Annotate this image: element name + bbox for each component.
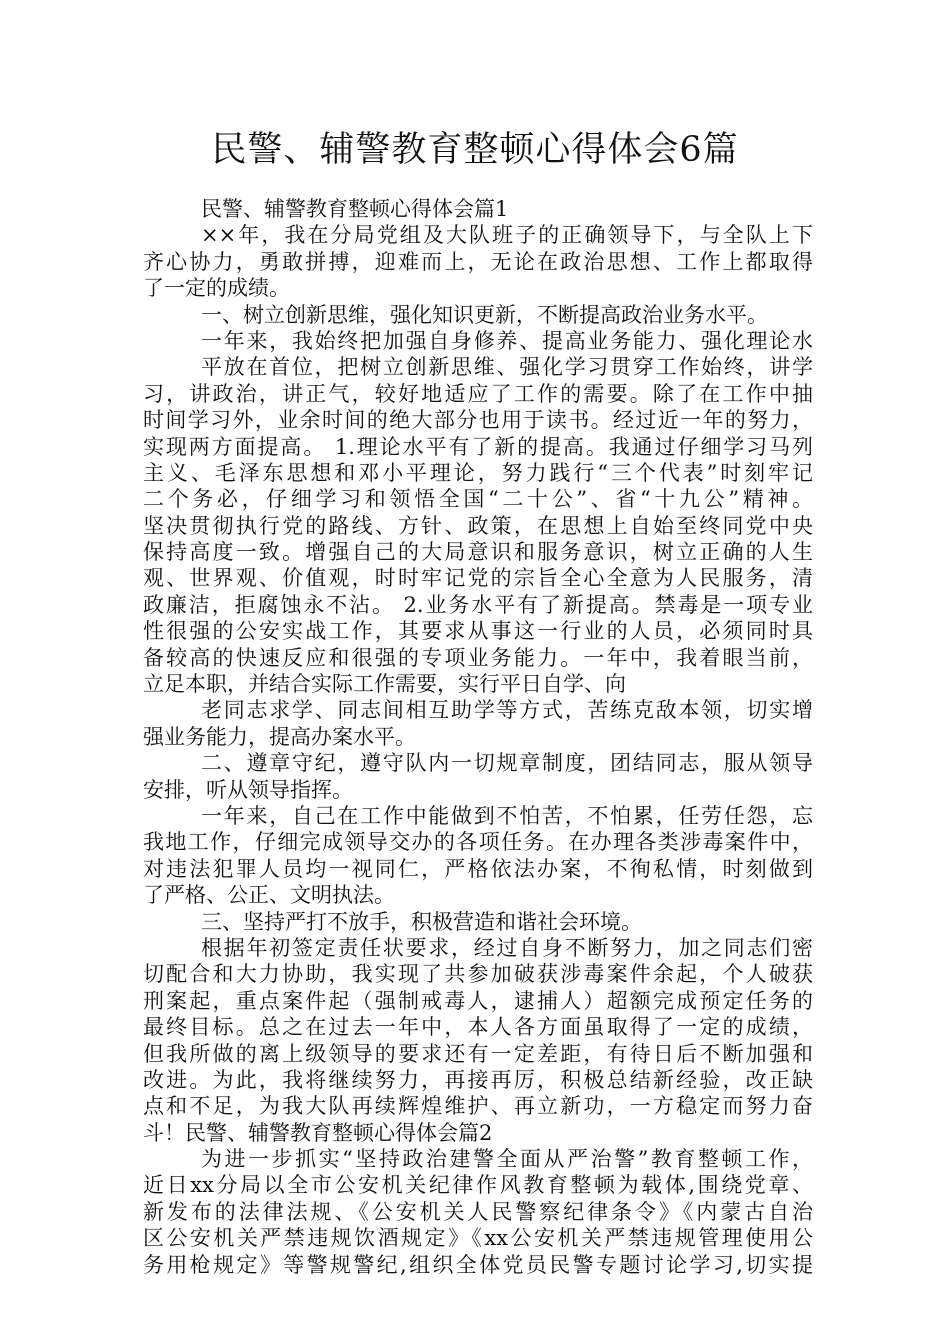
body-line: 二、遵章守纪，遵守队内一切规章制度，团结同志，服从领导 [201,751,813,776]
document-body [143,196,813,1278]
body-line: 观、世界观、价值观，时时牢记党的宗旨全心全意为人民服务，清 [143,566,813,591]
body-line: 为进一步抓实“坚持政治建警全面从严治警”教育整顿工作， [201,1147,813,1172]
body-line: 平放在首位，把树立创新思维、强化学习贯穿工作始终，讲学 [201,355,813,380]
body-line: 备较高的快速反应和很强的专项业务能力。一年中，我着眼当前， [143,645,813,670]
body-line: 政廉洁，拒腐蚀永不沾。 2.业务水平有了新提高。禁毒是一项专业 [143,592,813,617]
body-line: 根据年初签定责任状要求，经过自身不断努力，加之同志们密 [201,935,813,960]
body-line: 三、坚持严打不放手，积极营造和谐社会环境。 [201,909,642,934]
body-line: 一年来，自己在工作中能做到不怕苦，不怕累，任劳任怨，忘 [201,803,813,828]
body-line: 立足本职，并结合实际工作需要，实行平日自学、向 [143,672,626,697]
body-line: 强业务能力，提高办案水平。 [143,724,416,749]
body-line: 但我所做的离上级领导的要求还有一定差距，有待日后不断加强和 [143,1041,813,1066]
body-line: 斗！民警、辅警教育整顿心得体会篇2 [143,1120,493,1145]
body-line: 老同志求学、同志间相互助学等方式，苦练克敌本领，切实增 [201,698,813,723]
body-line: 时间学习外，业余时间的绝大部分也用于读书。经过近一年的努力， [143,408,813,433]
body-line: 齐心协力，勇敢拼搏，迎难而上，无论在政治思想、工作上都取得 [143,249,813,274]
body-line: 近日xx分局以全市公安机关纪律作风教育整顿为载体,围绕党章、 [143,1173,813,1198]
body-line: 坚决贯彻执行党的路线、方针、政策，在思想上自始至终同党中央 [143,513,813,538]
body-line: 习，讲政治，讲正气，较好地适应了工作的需要。除了在工作中抽 [143,381,813,406]
body-line: 一、树立创新思维，强化知识更新，不断提高政治业务水平。 [201,302,768,327]
body-line: 切配合和大力协助，我实现了共参加破获涉毒案件余起，个人破获 [143,962,813,987]
body-line: 刑案起，重点案件起（强制戒毒人，逮捕人）超额完成预定任务的 [143,988,813,1013]
body-line: 了严格、公正、文明执法。 [143,883,395,908]
body-line: 二个务必，仔细学习和领悟全国“二十公”、省“十九公”精神。 [143,487,813,512]
body-line: ××年，我在分局党组及大队班子的正确领导下，与全队上下 [201,223,813,248]
body-line: 一年来，我始终把加强自身修养、提高业务能力、强化理论水 [201,328,813,353]
body-line: 主义、毛泽东思想和邓小平理论，努力践行“三个代表”时刻牢记 [143,460,813,485]
body-line: 务用枪规定》等警规警纪,组织全体党员民警专题讨论学习,切实提 [143,1252,813,1277]
body-line: 点和不足，为我大队再续辉煌维护、再立新功，一方稳定而努力奋 [143,1094,813,1119]
body-line: 了一定的成绩。 [143,276,290,301]
body-line: 实现两方面提高。 1.理论水平有了新的提高。我通过仔细学习马列 [143,434,813,459]
body-line: 安排，听从领导指挥。 [143,777,353,802]
body-line: 我地工作，仔细完成领导交办的各项任务。在办理各类涉毒案件中， [143,830,813,855]
body-line: 改进。为此，我将继续努力，再接再厉，积极总结新经验，改正缺 [143,1067,813,1092]
body-line: 新发布的法律法规、《公安机关人民警察纪律条令》《内蒙古自治 [143,1199,813,1224]
section-heading: 民警、辅警教育整顿心得体会篇1 [201,197,509,221]
body-line: 保持高度一致。增强自己的大局意识和服务意识，树立正确的人生 [143,540,813,565]
document-title: 民警、辅警教育整顿心得体会6篇 [211,130,739,170]
body-line: 对违法犯罪人员均一视同仁，严格依法办案，不徇私情，时刻做到 [143,856,813,881]
body-line: 最终目标。总之在过去一年中，本人各方面虽取得了一定的成绩， [143,1015,813,1040]
body-line: 区公安机关严禁违规饮酒规定》《xx公安机关严禁违规管理使用公 [143,1226,813,1251]
body-line: 性很强的公安实战工作，其要求从事这一行业的人员，必须同时具 [143,619,813,644]
